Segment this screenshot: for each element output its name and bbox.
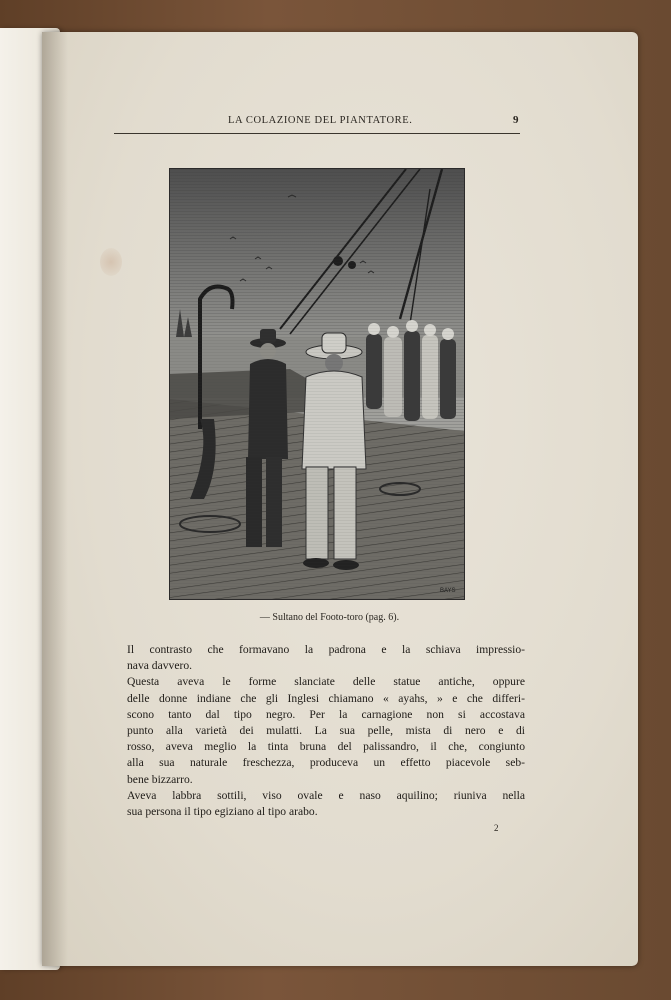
text-line: Aveva labbra sottili, viso ovale e naso aquilino; riuniva nella (127, 788, 525, 802)
engraver-mark: BAYS (440, 588, 456, 594)
signature-mark: 2 (494, 823, 499, 833)
running-title: LA COLAZIONE DEL PIANTATORE. (228, 115, 413, 126)
text-line: punto alla varietà dei mulatti. La sua pelle, mista di nero e di (127, 724, 525, 738)
running-head (0, 114, 671, 132)
text-line: nava davvero. (127, 659, 193, 673)
text-line: delle donne indiane che gli Inglesi chiamano « ayahs, » e che differi- (127, 691, 525, 705)
text-line: sua persona il tipo egiziano al tipo arabo. (127, 805, 318, 819)
spine-shadow (42, 32, 68, 966)
illustration-caption: — Sultano del Footo-toro (pag. 6). (259, 612, 400, 623)
header-rule (114, 133, 520, 134)
text-line: Il contrasto che formavano la padrona e la schiava impressio- (127, 643, 525, 656)
text-line: Questa aveva le forme slanciate delle statue antiche, oppure (127, 675, 525, 689)
paper-stain (100, 248, 122, 276)
text-line: bene bizzarro. (127, 772, 193, 786)
engraving-illustration (169, 168, 465, 600)
text-line: rosso, aveva meglio la tinta bruna del palissandro, il che, congiunto (127, 740, 525, 754)
text-line: scono tanto dal tipo negro. Per la carnagione non si accostava (127, 707, 525, 721)
page-number: 9 (513, 114, 520, 126)
body-text (127, 642, 525, 820)
text-line: alla sua naturale freschezza, produceva un effetto piacevole seb- (127, 756, 525, 770)
